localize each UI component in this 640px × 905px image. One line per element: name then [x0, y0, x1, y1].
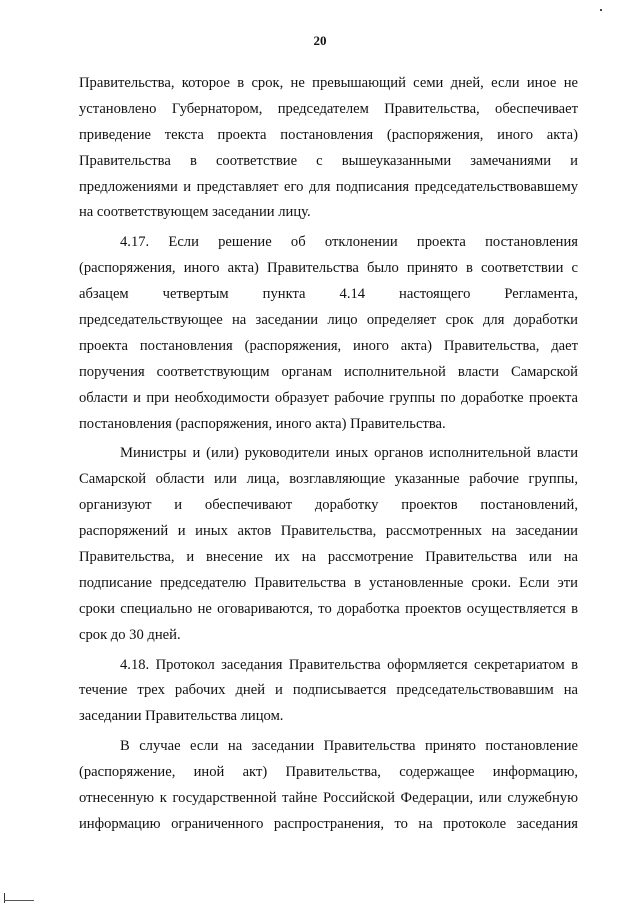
text-line: Правительства, которое в срок, не превышающий семи дней, если иное не [79, 75, 578, 91]
text-line: на соответствующем заседании лицу. [79, 204, 311, 221]
text-line: информацию ограниченного распространения, то на протоколе заседания [79, 815, 578, 832]
page-number: 20 [313, 33, 327, 48]
text-line: приведение текста проекта постановления (распоряжения, иного акта) [79, 126, 578, 143]
text-line: председательствующее на заседании лицо определяет срок для доработки [79, 312, 578, 329]
scan-edge-mark [4, 893, 5, 903]
text-line: постановления (распоряжения, иного акта) Правительства. [79, 415, 446, 432]
text-line: Министры и (или) руководители иных органов исполнительной власти [120, 445, 578, 462]
text-line: В случае если на заседании Правительства принято постановление [120, 738, 578, 755]
paragraph [79, 230, 578, 437]
text-line: Самарской области или лица, возглавляющие указанные рабочие группы, [79, 471, 578, 488]
text-line: организуют и обеспечивают доработку проектов постановлений, [79, 497, 578, 514]
text-line: установлено Губернатором, председателем Правительства, обеспечивает [79, 100, 578, 117]
text-line: 4.17. Если решение об отклонении проекта постановления [120, 234, 578, 251]
text-line: (распоряжения, иного акта) Правительства было принято в соответствии с [79, 260, 578, 277]
text-line: 4.18. Протокол заседания Правительства оформляется секретариатом в [120, 656, 578, 673]
paragraph [79, 653, 578, 731]
text-line: Правительства в соответствие с вышеуказанными замечаниями и [79, 152, 578, 169]
paragraph [79, 441, 578, 648]
scan-mark [600, 9, 602, 11]
text-line: предложениями и представляет его для подписания председательствовавшему [79, 178, 578, 195]
paragraph [79, 71, 578, 226]
text-line: отнесенную к государственной тайне Российской Федерации, или служебную [79, 790, 578, 807]
text-line: области и при необходимости образует рабочие группы по доработке проекта [79, 389, 578, 406]
text-line: заседании Правительства лицом. [79, 708, 284, 725]
text-line: поручения соответствующим органам исполнительной власти Самарской [79, 363, 578, 380]
text-line: срок до 30 дней. [79, 626, 181, 643]
text-line: (распоряжение, иной акт) Правительства, содержащее информацию, [79, 764, 578, 781]
text-line: сроки специально не оговариваются, то доработка проектов осуществляется в [79, 600, 578, 617]
document-body [79, 71, 578, 838]
text-line: течение трех рабочих дней и подписывается председательствовавшим на [79, 682, 578, 699]
text-line: распоряжений и иных актов Правительства, рассмотренных на заседании [79, 523, 578, 540]
text-line: Правительства, и внесение их на рассмотрение Правительства или на [79, 549, 578, 566]
text-line: подписание председателю Правительства в установленные сроки. Если эти [79, 574, 578, 591]
text-line: проекта постановления (распоряжения, иного акта) Правительства, дает [79, 337, 578, 354]
scan-bottom-mark [4, 900, 34, 901]
paragraph [79, 734, 578, 838]
text-line: абзацем четвертым пункта 4.14 настоящего Регламента, [79, 286, 578, 303]
